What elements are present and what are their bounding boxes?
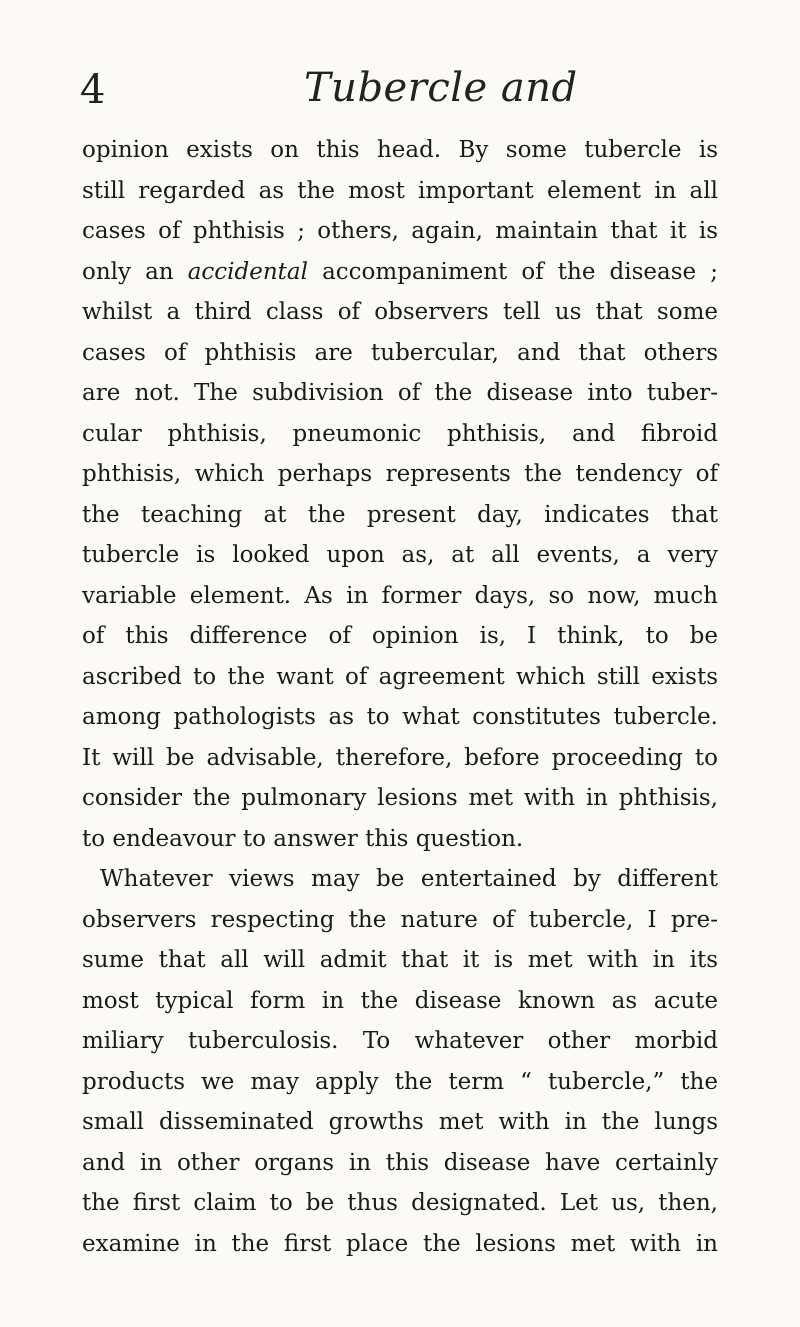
text-line: sume that all will admit that it is met with in its [82,947,718,973]
text-line: among pathologists as to what constitutes tubercle. [82,704,718,730]
text-line: opinion exists on this head. By some tubercle is [82,137,718,163]
text-line: products we may apply the term “ tubercle,” the [82,1068,718,1095]
text-line: miliary tuberculosis. To whatever other morbid [82,1028,718,1054]
page-number: 4 [80,67,106,113]
text-line: are not. The subdivision of the disease into tuber- [82,380,718,406]
text-line: most typical form in the disease known as acute [82,987,718,1014]
text-line: Whatever views may be entertained by different [100,866,718,892]
text-line: cases of phthisis are tubercular, and that others [82,339,718,366]
text-segment: accompaniment of the disease ; [308,258,718,285]
text-line: cular phthisis, pneumonic phthisis, and fibroid [82,420,718,447]
text-segment: only an [82,258,188,285]
text-line: small disseminated growths met with in the lungs [82,1109,718,1135]
text-line: of this difference of opinion is, I think, to be [82,623,718,649]
text-line-with-italic [82,252,718,293]
text-line: ascribed to the want of agreement which still exists [82,663,718,690]
text-line: cases of phthisis ; others, again, maintain that it is [82,218,718,244]
paragraph-1 [82,130,718,859]
paragraph-2 [82,859,718,1264]
text-line: variable element. As in former days, so now, much [82,582,718,609]
page-header [80,64,720,120]
text-line: observers respecting the nature of tubercle, I pre- [82,906,718,933]
text-line: consider the pulmonary lesions met with in phthisis, [82,785,718,811]
text-line: whilst a third class of observers tell us that some [82,299,718,325]
text-line: phthisis, which perhaps represents the tendency of [82,461,718,487]
text-line: tubercle is looked upon as, at all events, a very [82,542,718,568]
text-line: It will be advisable, therefore, before proceeding to [82,744,718,771]
body-text [82,130,718,1264]
text-line: the teaching at the present day, indicates that [82,501,718,528]
text-line: to endeavour to answer this question. [82,825,524,852]
text-line: examine in the first place the lesions met with in [82,1230,718,1257]
text-line: still regarded as the most important element in all [82,177,718,204]
text-line: and in other organs in this disease have certainly [82,1149,718,1176]
text-line: the first claim to be thus designated. Let us, then, [82,1190,718,1216]
running-title: Tubercle and [304,65,578,111]
italic-word: accidental [187,258,308,285]
